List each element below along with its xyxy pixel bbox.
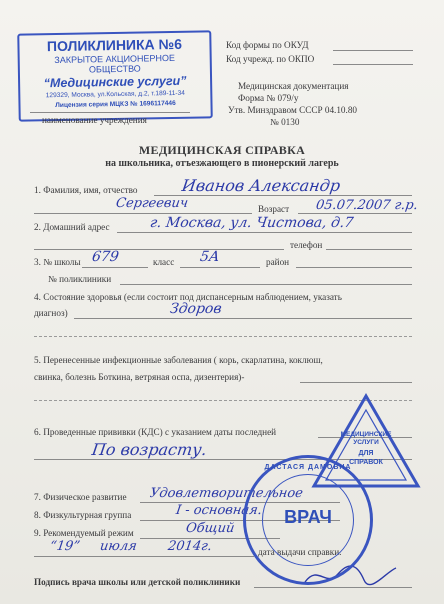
field7-value: Удовлетворительное	[148, 486, 304, 501]
field5-line	[300, 382, 412, 383]
field1-line2	[34, 213, 252, 214]
doc-number: № 0130	[270, 117, 300, 127]
date-year: 2014г.	[166, 539, 213, 554]
date-line	[34, 556, 254, 557]
okpo-line	[333, 64, 413, 65]
health-value: Здоров	[168, 301, 223, 317]
field9-label: 9. Рекомендуемый режим	[34, 528, 134, 538]
doctor-stamp-label: ВРАЧ	[284, 507, 332, 527]
okud-label: Код формы по ОКУД	[226, 40, 309, 50]
date-month: июля	[98, 539, 138, 554]
doctor-stamp-ring-text: ДАСТАСЯ ДАМОВНА	[264, 464, 352, 471]
vaccination-value: По возрасту.	[90, 440, 209, 459]
field7-label: 7. Физическое развитие	[34, 492, 127, 502]
okpo-label: Код учрежд. по ОКПО	[226, 54, 315, 64]
clinic-line	[120, 284, 412, 285]
phone-line	[326, 249, 412, 250]
date-day: “19”	[48, 539, 81, 554]
field1-patronymic: Сергеевич	[114, 196, 190, 211]
clinic-stamp	[17, 30, 213, 121]
triangle-stamp-text1: МЕДИЦИНСКИЕ	[340, 431, 392, 438]
document-subtitle: на школьника, отъезжающего в пионерский лагерь	[105, 158, 339, 169]
approved-label: Утв. Минздравом СССР 04.10.80	[228, 105, 358, 115]
stamp-clinic-name: ПОЛИКЛИНИКА №6	[46, 35, 183, 55]
diagnosis-line2	[34, 336, 412, 337]
address-value: г. Москва, ул. Чистова, д.7	[148, 215, 355, 231]
district-label: район	[266, 257, 290, 267]
field8-label: 8. Физкультурная группа	[34, 510, 132, 520]
signature-label: Подпись врача школы или детской поликлиники	[34, 577, 241, 587]
stamp-line3: ОБЩЕСТВО	[88, 63, 141, 75]
field9-value: Общий	[184, 521, 236, 536]
doctor-round-stamp	[243, 455, 373, 585]
class-label: класс	[153, 257, 175, 267]
field6-label: 6. Проведенные прививки (КДС) с указанием даты последней	[34, 427, 277, 437]
class-line	[180, 267, 260, 268]
district-line	[296, 267, 412, 268]
diagnosis-label: диагноз)	[34, 308, 68, 318]
diagnosis-line	[74, 318, 412, 319]
triangle-stamp-text2: УСЛУГИ	[353, 439, 379, 446]
clinic-label: № поликлиники	[48, 274, 112, 284]
field3-label: 3. № школы	[34, 257, 81, 267]
school-line	[82, 267, 148, 268]
triangle-stamp-text3: ДЛЯ	[358, 450, 374, 457]
okud-line	[333, 50, 413, 51]
field5-label2: свинка, болезнь Боткина, ветряная оспа, дизентерия)-	[34, 372, 245, 382]
school-value: 679	[90, 249, 120, 265]
date-label: дата выдачи справки.	[258, 547, 342, 557]
form-number: Форма № 079/у	[238, 93, 299, 103]
field1-fullname: Иванов Александр	[180, 176, 342, 195]
stamp-line4: “Медицинские услуги”	[43, 73, 187, 91]
institution-label: наименование учреждения	[42, 115, 147, 125]
field1-label: 1. Фамилия, имя, отчество	[34, 185, 138, 195]
med-doc-label: Медицинская документация	[238, 81, 349, 91]
field2-label: 2. Домашний адрес	[34, 222, 110, 232]
triangle-stamp-text4: СПРАВОК	[349, 459, 383, 466]
stamp-address: 129329, Москва, ул.Кольская, д.2, т.189-11-34	[45, 89, 185, 100]
field2-line2	[34, 249, 284, 250]
age-line	[298, 213, 412, 214]
field4-label: 4. Состояние здоровья (если состоит под диспансерным наблюдением, указать	[34, 292, 342, 302]
stamp-license: Лицензия серия МЦКЗ № 1696117446	[55, 99, 176, 110]
institution-line	[30, 112, 190, 113]
document-title: МЕДИЦИНСКАЯ СПРАВКА	[138, 143, 306, 157]
field2-line	[117, 232, 412, 233]
class-value: 5А	[198, 249, 221, 265]
stamp-line2: ЗАКРЫТОЕ АКЦИОНЕРНОЕ	[54, 52, 176, 66]
age-label: Возраст	[258, 204, 290, 214]
field1-line	[154, 195, 412, 196]
field5-label: 5. Перенесенные инфекционные заболевания ( корь, скарлатина, коклюш,	[34, 355, 323, 365]
age-value: 05.07.2007 г.р.	[314, 198, 419, 213]
phone-label: телефон	[290, 240, 323, 250]
field8-value: I - основная.	[174, 503, 263, 518]
